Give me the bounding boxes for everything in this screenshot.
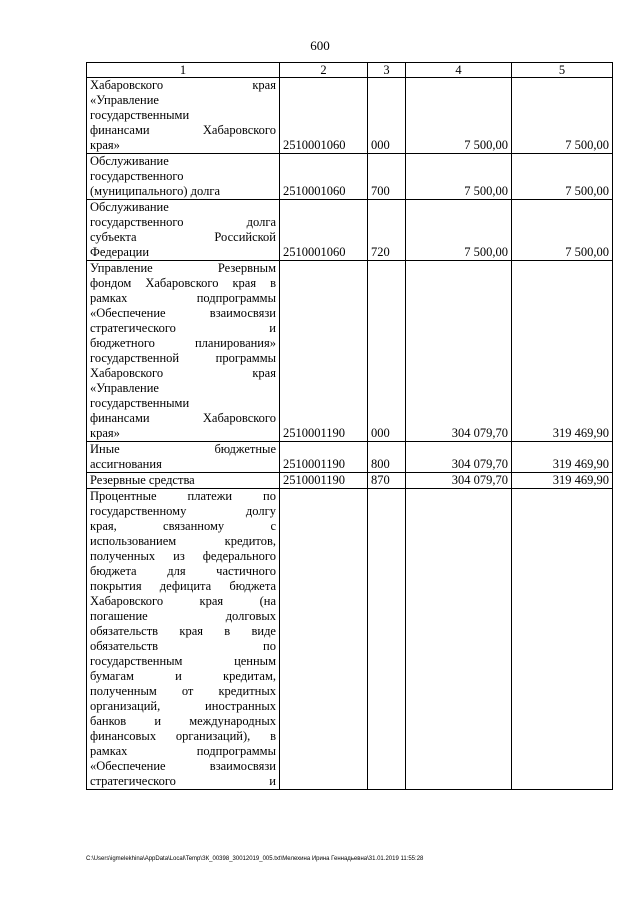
description-line: Федерации [90, 245, 150, 259]
row-amount-year-2: 7 500,00 [512, 154, 613, 200]
header-col-1: 1 [87, 63, 280, 78]
description-line: государственного долга [90, 215, 276, 229]
description-line: Процентные платежи по [90, 489, 276, 503]
row-description [87, 78, 280, 154]
table-row [87, 200, 613, 261]
row-amount-year-2 [512, 489, 613, 790]
description-line: ассигнования [90, 457, 162, 471]
description-line: края» [90, 426, 120, 440]
description-line: государственному долгу [90, 504, 276, 518]
description-line: государственными [90, 108, 190, 122]
description-line: (муниципального) долга [90, 184, 221, 198]
row-expense-type: 000 [368, 78, 406, 154]
file-path-footer: C:\Users\igmelekhina\AppData\Local\Temp\ЗК_00398_30012019_005.txt\Мелехина Ирина Геннадьевна\31.01.2019 11:55:28 [86, 856, 424, 862]
description-line: субъекта Российской [90, 230, 276, 244]
row-description [87, 261, 280, 442]
table-row [87, 78, 613, 154]
row-target-code: 2510001190 [280, 442, 368, 473]
description-line: обязательств края в виде [90, 624, 276, 638]
row-expense-type: 000 [368, 261, 406, 442]
row-amount-year-2: 319 469,90 [512, 261, 613, 442]
row-amount-year-1: 304 079,70 [406, 473, 512, 489]
description-line: рамках подпрограммы [90, 744, 276, 758]
row-amount-year-2: 319 469,90 [512, 442, 613, 473]
description-line: погашение долговых [90, 609, 276, 623]
row-expense-type [368, 489, 406, 790]
table-row [87, 261, 613, 442]
row-target-code: 2510001190 [280, 473, 368, 489]
description-line: рамках подпрограммы [90, 291, 276, 305]
description-line: полученных из федерального [90, 549, 276, 563]
header-col-4: 4 [406, 63, 512, 78]
row-target-code [280, 489, 368, 790]
description-line: покрытия дефицита бюджета [90, 579, 276, 593]
row-expense-type: 800 [368, 442, 406, 473]
description-line: стратегического и [90, 321, 276, 335]
description-line: финансами Хабаровского [90, 123, 276, 137]
description-line: стратегического и [90, 774, 276, 788]
row-expense-type: 700 [368, 154, 406, 200]
budget-table-body [87, 63, 613, 790]
description-line: Хабаровского края [90, 78, 276, 92]
header-col-5: 5 [512, 63, 613, 78]
row-target-code: 2510001190 [280, 261, 368, 442]
row-amount-year-1: 7 500,00 [406, 200, 512, 261]
header-col-2: 2 [280, 63, 368, 78]
row-description [87, 154, 280, 200]
header-col-3: 3 [368, 63, 406, 78]
row-amount-year-1 [406, 489, 512, 790]
description-line: края, связанному с [90, 519, 276, 533]
description-line: Хабаровского края [90, 366, 276, 380]
header-row [87, 63, 613, 78]
row-target-code: 2510001060 [280, 200, 368, 261]
description-line: Обслуживание [90, 200, 169, 214]
description-line: бюджетного планирования» [90, 336, 276, 350]
description-line: Управление Резервным [90, 261, 276, 275]
budget-table [86, 62, 613, 790]
description-line: государственными [90, 396, 190, 410]
row-amount-year-1: 304 079,70 [406, 261, 512, 442]
description-line: «Обеспечение взаимосвязи [90, 306, 276, 320]
description-line: обязательств по [90, 639, 276, 653]
description-line: финансами Хабаровского [90, 411, 276, 425]
description-line: «Обеспечение взаимосвязи [90, 759, 276, 773]
description-line: бумагам и кредитам, [90, 669, 276, 683]
description-line: «Управление [90, 381, 159, 395]
row-amount-year-1: 7 500,00 [406, 154, 512, 200]
description-line: государственным ценным [90, 654, 276, 668]
description-line: фондом Хабаровского края в [90, 276, 276, 290]
description-line: использованием кредитов, [90, 534, 276, 548]
row-amount-year-1: 7 500,00 [406, 78, 512, 154]
description-line: организаций, иностранных [90, 699, 276, 713]
row-description [87, 473, 280, 489]
row-expense-type: 870 [368, 473, 406, 489]
description-line: финансовых организаций), в [90, 729, 276, 743]
description-line: полученным от кредитных [90, 684, 276, 698]
table-row [87, 442, 613, 473]
description-line: бюджета для частичного [90, 564, 276, 578]
description-line: Резервные средства [90, 473, 195, 487]
table-row [87, 154, 613, 200]
row-amount-year-2: 7 500,00 [512, 200, 613, 261]
row-description [87, 489, 280, 790]
description-line: Хабаровского края (на [90, 594, 276, 608]
row-target-code: 2510001060 [280, 154, 368, 200]
row-target-code: 2510001060 [280, 78, 368, 154]
description-line: края» [90, 138, 120, 152]
table-row [87, 473, 613, 489]
row-amount-year-2: 7 500,00 [512, 78, 613, 154]
row-description [87, 200, 280, 261]
row-amount-year-2: 319 469,90 [512, 473, 613, 489]
row-expense-type: 720 [368, 200, 406, 261]
page-number: 600 [310, 38, 330, 53]
description-line: Иные бюджетные [90, 442, 276, 456]
description-line: банков и международных [90, 714, 276, 728]
description-line: «Управление [90, 93, 159, 107]
description-line: Обслуживание [90, 154, 169, 168]
row-amount-year-1: 304 079,70 [406, 442, 512, 473]
table-row [87, 489, 613, 790]
description-line: государственного [90, 169, 184, 183]
row-description [87, 442, 280, 473]
description-line: государственной программы [90, 351, 276, 365]
